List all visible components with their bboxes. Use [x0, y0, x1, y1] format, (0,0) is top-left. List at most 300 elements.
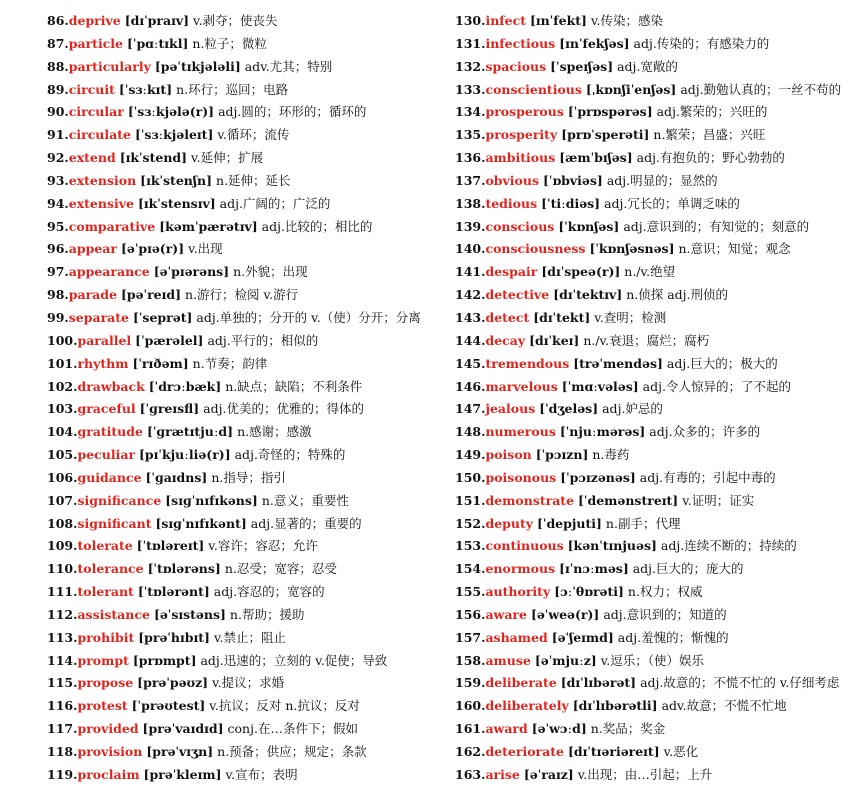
entry-headword: extensive — [68, 195, 134, 211]
vocab-entry — [47, 444, 442, 467]
entry-phonetic: [ˈkɒnʃəsnəs] — [589, 241, 675, 257]
entry-headword: prompt — [77, 652, 129, 668]
entry-number: 147. — [455, 401, 486, 417]
entry-number: 162. — [455, 744, 486, 759]
vocab-entry — [47, 467, 442, 490]
vocab-entry — [47, 421, 442, 444]
entry-headword: parade — [68, 287, 117, 303]
entry-definition: adj.意识到的；有知觉的；刻意的 — [623, 218, 810, 234]
vocab-entry — [455, 147, 855, 170]
entry-definition: adv.故意；不慌不忙地 — [661, 698, 787, 714]
entry-phonetic: [dɪˈlɪbərət] — [560, 675, 637, 691]
entry-phonetic: [dɪˈkeɪ] — [529, 332, 580, 348]
entry-definition: adj.羞愧的；惭愧的 — [617, 629, 729, 645]
entry-definition: adj.奇怪的；特殊的 — [234, 447, 346, 463]
entry-phonetic: [æmˈbɪʃəs] — [559, 150, 633, 166]
entry-headword: aware — [485, 606, 527, 622]
entry-phonetic: [ˈdʒeləs] — [539, 401, 599, 417]
vocab-entry — [47, 238, 442, 261]
entry-definition: v.逗乐；（使）娱乐 — [600, 652, 704, 668]
entry-definition: v.禁止；阻止 — [213, 629, 286, 645]
vocab-entry — [455, 535, 855, 558]
entry-phonetic: [ˈpɑːtɪkl] — [127, 35, 189, 51]
entry-definition: adj.迅速的；立刻的 v.促使；导致 — [200, 652, 388, 668]
entry-phonetic: [ˈpærəlel] — [135, 332, 204, 348]
entry-phonetic: [dɪˈtɪəriəreɪt] — [567, 744, 660, 759]
vocab-entry — [47, 398, 442, 421]
entry-definition: adj.广阔的；广泛的 — [219, 195, 331, 211]
vocab-entry — [455, 604, 855, 627]
entry-definition: adj.勤勉认真的；一丝不苟的 — [680, 81, 842, 97]
entry-phonetic: [ɪnˈfekʃəs] — [559, 35, 630, 51]
entry-phonetic: [ɪkˈstend] — [119, 150, 188, 166]
vocab-entry — [455, 376, 855, 399]
entry-headword: poisonous — [485, 469, 557, 485]
vocab-entry — [47, 672, 442, 695]
entry-number: 152. — [455, 515, 486, 531]
entry-phonetic: [trəˈmendəs] — [573, 355, 663, 371]
entry-number: 136. — [455, 150, 486, 166]
entry-phonetic: [əˈweə(r)] — [530, 606, 600, 622]
entry-definition: n.帮助；援助 — [229, 606, 305, 622]
entry-definition: adj.令人惊异的；了不起的 — [642, 378, 791, 394]
vocab-entry — [455, 581, 855, 604]
entry-phonetic: [ɪkˈstenʃn] — [140, 172, 213, 188]
vocab-entry — [47, 79, 442, 102]
entry-definition: adj.显著的；重要的 — [250, 515, 362, 531]
entry-number: 142. — [455, 287, 486, 303]
entry-number: 98. — [47, 287, 69, 303]
vocab-entry — [455, 490, 855, 513]
entry-phonetic: [ˈɡrætɪtjuːd] — [146, 424, 234, 440]
entry-number: 100. — [47, 332, 78, 348]
vocab-entry — [47, 33, 442, 56]
entry-number: 107. — [47, 492, 78, 508]
vocab-entry — [455, 695, 855, 718]
entry-phonetic: [əˈmjuːz] — [534, 652, 597, 668]
vocab-entry — [455, 558, 855, 581]
entry-phonetic: [ˈspeɪʃəs] — [550, 58, 614, 74]
vocab-entry — [455, 124, 855, 147]
vocab-entry — [47, 535, 442, 558]
entry-headword: infectious — [485, 35, 556, 51]
entry-definition: v.循环；流传 — [217, 127, 290, 143]
entry-definition: v.宣布；表明 — [225, 766, 298, 782]
entry-phonetic: [ˈkɒnʃəs] — [558, 218, 620, 234]
entry-definition: n.侦探 adj.刑侦的 — [626, 287, 729, 303]
entry-headword: gratitude — [77, 424, 143, 440]
entry-phonetic: [ɔːˈθɒrəti] — [554, 584, 624, 600]
entry-number: 139. — [455, 218, 486, 234]
entry-number: 144. — [455, 332, 486, 348]
entry-phonetic: [ˈpɔɪzənəs] — [560, 469, 636, 485]
entry-phonetic: [ˈɡaɪdns] — [145, 469, 208, 485]
entry-headword: detect — [485, 309, 530, 325]
entry-definition: adj.圆的；环形的；循环的 — [218, 104, 367, 120]
entry-number: 145. — [455, 355, 486, 371]
entry-definition: n.繁荣；昌盛；兴旺 — [653, 127, 766, 143]
vocab-entry — [455, 193, 855, 216]
entry-headword: numerous — [485, 424, 556, 440]
vocab-entry — [47, 10, 442, 33]
entry-number: 101. — [47, 355, 78, 371]
entry-number: 134. — [455, 104, 486, 120]
vocab-entry — [455, 650, 855, 673]
entry-phonetic: [ˈdemənstreɪt] — [578, 492, 679, 508]
entry-definition: v.容许；容忍；允许 — [208, 538, 318, 554]
entry-definition: v.恶化 — [663, 744, 699, 759]
entry-phonetic: [ˈdepjuti] — [537, 515, 602, 531]
entry-number: 132. — [455, 58, 486, 74]
vocab-entry — [455, 444, 855, 467]
entry-definition: n.意义；重要性 — [261, 492, 349, 508]
entry-headword: extension — [68, 172, 137, 188]
entry-definition: n.粒子；微粒 — [192, 35, 267, 51]
vocab-entry — [47, 376, 442, 399]
vocab-entry — [47, 193, 442, 216]
entry-number: 148. — [455, 424, 486, 440]
entry-definition: n./v.衰退；腐烂；腐朽 — [583, 332, 710, 348]
entry-phonetic: [ˌkɒnʃiˈenʃəs] — [585, 81, 677, 97]
vocab-entry — [455, 421, 855, 444]
entry-headword: guidance — [77, 469, 142, 485]
vocab-entry — [47, 627, 442, 650]
entry-definition: adj.意识到的；知道的 — [603, 606, 727, 622]
entry-headword: rhythm — [77, 355, 129, 371]
entry-number: 96. — [47, 241, 69, 257]
entry-phonetic: [sɪɡˈnɪfɪkəns] — [165, 492, 258, 508]
entry-phonetic: [dɪˈtektɪv] — [553, 287, 623, 303]
entry-headword: authority — [485, 584, 551, 600]
vocab-entry — [455, 101, 855, 124]
vocab-entry — [47, 307, 442, 330]
entry-definition: v.提议；求婚 — [212, 675, 285, 691]
entry-definition: adj.巨大的；庞大的 — [632, 561, 744, 577]
entry-number: 143. — [455, 309, 486, 325]
entry-headword: tolerant — [77, 584, 134, 600]
entry-number: 156. — [455, 606, 486, 622]
entry-headword: peculiar — [77, 447, 136, 463]
entry-headword: deteriorate — [485, 744, 564, 759]
entry-headword: deliberate — [485, 675, 557, 691]
entry-headword: significant — [77, 515, 152, 531]
entry-definition: adj.单独的；分开的 v.（使）分开；分离 — [196, 309, 421, 325]
entry-phonetic: [prɒmpt] — [132, 652, 197, 668]
entry-number: 140. — [455, 241, 486, 257]
entry-number: 116. — [47, 698, 78, 714]
entry-phonetic: [əˈwɔːd] — [531, 721, 587, 737]
entry-definition: n.预备；供应；规定；条款 — [217, 744, 367, 759]
entry-phonetic: [ˈsɜːkjəleɪt] — [134, 127, 214, 143]
vocab-entry — [47, 490, 442, 513]
entry-headword: prosperity — [485, 127, 558, 143]
entry-phonetic: [ɪnˈfekt] — [530, 13, 587, 28]
entry-phonetic: [ˈtiːdiəs] — [541, 195, 601, 211]
entry-headword: propose — [77, 675, 134, 691]
entry-definition: n.忍受；宽容；忍受 — [224, 561, 337, 577]
vocab-entry — [455, 672, 855, 695]
vocab-entry — [455, 10, 855, 33]
entry-number: 157. — [455, 629, 486, 645]
entry-phonetic: [prəˈvɪʒn] — [146, 744, 214, 759]
entry-headword: circular — [68, 104, 124, 120]
entry-phonetic: [dɪˈtekt] — [533, 309, 591, 325]
entry-definition: adj.宽敞的 — [617, 58, 678, 74]
entry-headword: spacious — [485, 58, 547, 74]
entry-definition: v.出现；由…引起；上升 — [577, 766, 713, 782]
vocab-entry — [455, 627, 855, 650]
entry-phonetic: [dɪˈspeə(r)] — [541, 264, 621, 280]
entry-headword: detective — [485, 287, 550, 303]
vocab-entry — [47, 124, 442, 147]
entry-definition: n.意识；知觉；观念 — [678, 241, 791, 257]
entry-definition: adj.故意的；不慌不忙的 v.仔细考虑 — [640, 675, 840, 691]
entry-number: 118. — [47, 744, 78, 759]
entry-headword: infect — [485, 13, 527, 28]
entry-headword: tremendous — [485, 355, 570, 371]
entry-headword: provided — [77, 721, 139, 737]
entry-headword: poison — [485, 447, 532, 463]
entry-headword: decay — [485, 332, 526, 348]
entry-number: 133. — [455, 81, 486, 97]
entry-phonetic: [ˈmɑːvələs] — [561, 378, 639, 394]
vocab-entry — [47, 216, 442, 239]
entry-headword: ambitious — [485, 150, 556, 166]
vocab-entry — [47, 101, 442, 124]
entry-number: 154. — [455, 561, 486, 577]
entry-headword: circuit — [68, 81, 115, 97]
vocab-entry — [47, 56, 442, 79]
entry-number: 159. — [455, 675, 486, 691]
entry-definition: adj.比较的；相比的 — [261, 218, 373, 234]
entry-headword: provision — [77, 744, 143, 759]
entry-phonetic: [əˈpɪərəns] — [153, 264, 230, 280]
entry-definition: v.剥夺；使丧失 — [193, 13, 278, 28]
entry-number: 146. — [455, 378, 486, 394]
vocab-entry — [455, 467, 855, 490]
entry-headword: prosperous — [485, 104, 564, 120]
entry-number: 135. — [455, 127, 486, 143]
vocab-entry — [455, 330, 855, 353]
right-vocab-column — [455, 10, 855, 787]
entry-definition: adj.有抱负的；野心勃勃的 — [636, 150, 785, 166]
entry-number: 105. — [47, 447, 78, 463]
entry-number: 103. — [47, 401, 78, 417]
entry-headword: particle — [68, 35, 124, 51]
entry-headword: prohibit — [77, 629, 135, 645]
entry-number: 109. — [47, 538, 78, 554]
entry-phonetic: [pəˈtɪkjələli] — [154, 58, 241, 74]
entry-definition: n.奖品；奖金 — [590, 721, 666, 737]
vocab-entry — [47, 695, 442, 718]
entry-number: 137. — [455, 172, 486, 188]
entry-number: 93. — [47, 172, 69, 188]
entry-headword: ashamed — [485, 629, 548, 645]
vocab-entry — [455, 216, 855, 239]
entry-number: 153. — [455, 538, 486, 554]
entry-headword: proclaim — [77, 766, 140, 782]
entry-definition: adj.明显的；显然的 — [606, 172, 718, 188]
entry-number: 94. — [47, 195, 69, 211]
vocab-entry — [47, 330, 442, 353]
vocab-entry — [455, 56, 855, 79]
entry-definition: n.节奏；韵律 — [192, 355, 268, 371]
entry-definition: adj.冗长的；单调乏味的 — [604, 195, 740, 211]
entry-number: 151. — [455, 492, 486, 508]
entry-headword: conscious — [485, 218, 555, 234]
entry-definition: n./v.绝望 — [624, 264, 676, 280]
vocab-entry — [455, 284, 855, 307]
entry-number: 150. — [455, 469, 486, 485]
entry-phonetic: [ˈseprət] — [132, 309, 193, 325]
entry-definition: adj.优美的；优雅的；得体的 — [203, 401, 364, 417]
entry-headword: amuse — [485, 652, 531, 668]
entry-definition: n.缺点；缺陷；不利条件 — [225, 378, 363, 394]
entry-number: 92. — [47, 150, 69, 166]
vocab-entry — [455, 764, 855, 787]
vocab-entry — [455, 33, 855, 56]
entry-phonetic: [ˈtɒlərənt] — [137, 584, 210, 600]
entry-phonetic: [sɪɡˈnɪfɪkənt] — [155, 515, 247, 531]
vocab-entry — [47, 147, 442, 170]
entry-phonetic: [kəmˈpærətɪv] — [159, 218, 258, 234]
entry-phonetic: [ˈnjuːmərəs] — [559, 424, 646, 440]
entry-phonetic: [ˈtɒlərəns] — [147, 561, 221, 577]
entry-headword: parallel — [77, 332, 132, 348]
entry-phonetic: [ˈsɜːkɪt] — [118, 81, 173, 97]
entry-phonetic: [ɪkˈstensɪv] — [137, 195, 216, 211]
entry-definition: adj.巨大的；极大的 — [666, 355, 778, 371]
entry-definition: n.指导；指引 — [211, 469, 286, 485]
vocab-entry — [47, 604, 442, 627]
entry-number: 97. — [47, 264, 69, 280]
entry-headword: assistance — [77, 606, 150, 622]
vocab-entry — [47, 764, 442, 787]
vocab-entry — [455, 741, 855, 764]
entry-phonetic: [ˈtɒləreɪt] — [136, 538, 205, 554]
entry-headword: conscientious — [485, 81, 582, 97]
entry-number: 110. — [47, 561, 78, 577]
vocab-entry — [455, 307, 855, 330]
entry-definition: adj.众多的；许多的 — [649, 424, 761, 440]
vocab-entry — [455, 170, 855, 193]
entry-number: 99. — [47, 309, 69, 325]
vocab-entry — [455, 238, 855, 261]
entry-phonetic: [prəˈhɪbɪt] — [138, 629, 210, 645]
entry-phonetic: [ˈɡreɪsfl] — [139, 401, 200, 417]
entry-phonetic: [prəˈkleɪm] — [143, 766, 222, 782]
entry-phonetic: [əˈʃeɪmd] — [551, 629, 614, 645]
entry-definition: conj.在…条件下；假如 — [227, 721, 358, 737]
entry-number: 108. — [47, 515, 78, 531]
entry-number: 112. — [47, 606, 78, 622]
entry-phonetic: [dɪˈlɪbərətli] — [572, 698, 658, 714]
entry-number: 111. — [47, 584, 78, 600]
entry-definition: adj.平行的；相似的 — [207, 332, 319, 348]
vocab-entry — [455, 398, 855, 421]
entry-definition: v.证明；证实 — [682, 492, 755, 508]
entry-number: 138. — [455, 195, 486, 211]
vocab-entry — [47, 718, 442, 741]
entry-phonetic: [ɪˈnɔːməs] — [559, 561, 629, 577]
vocab-entry — [47, 261, 442, 284]
entry-headword: obvious — [485, 172, 540, 188]
entry-number: 95. — [47, 218, 69, 234]
entry-phonetic: [ˈprəʊtest] — [131, 698, 206, 714]
entry-headword: tedious — [485, 195, 538, 211]
entry-phonetic: [pəˈreɪd] — [120, 287, 182, 303]
entry-definition: n.毒药 — [592, 447, 630, 463]
entry-headword: separate — [68, 309, 129, 325]
entry-number: 161. — [455, 721, 486, 737]
entry-definition: adj.繁荣的；兴旺的 — [656, 104, 768, 120]
entry-number: 160. — [455, 698, 486, 714]
entry-number: 88. — [47, 58, 69, 74]
entry-phonetic: [əˈpɪə(r)] — [120, 241, 185, 257]
entry-number: 155. — [455, 584, 486, 600]
entry-number: 158. — [455, 652, 486, 668]
entry-definition: adj.容忍的；宽容的 — [213, 584, 325, 600]
entry-definition: v.抗议；反对 n.抗议；反对 — [209, 698, 360, 714]
vocab-entry — [455, 79, 855, 102]
vocab-entry — [47, 558, 442, 581]
vocab-entry — [47, 513, 442, 536]
entry-number: 89. — [47, 81, 69, 97]
entry-phonetic: [əˈsɪstəns] — [153, 606, 226, 622]
entry-phonetic: [ˈrɪðəm] — [132, 355, 189, 371]
vocab-entry — [47, 650, 442, 673]
entry-number: 149. — [455, 447, 486, 463]
entry-number: 130. — [455, 13, 486, 28]
entry-headword: particularly — [68, 58, 151, 74]
entry-definition: n.感谢；感激 — [237, 424, 312, 440]
entry-definition: v.查明；检测 — [594, 309, 667, 325]
entry-number: 163. — [455, 766, 486, 782]
entry-phonetic: [prɒˈsperəti] — [561, 127, 650, 143]
entry-number: 115. — [47, 675, 78, 691]
entry-phonetic: [ˈdrɔːbæk] — [148, 378, 222, 394]
entry-number: 87. — [47, 35, 69, 51]
entry-definition: n.副手；代理 — [605, 515, 681, 531]
entry-headword: extend — [68, 150, 116, 166]
entry-definition: v.传染；感染 — [590, 13, 664, 28]
entry-headword: comparative — [68, 218, 156, 234]
entry-headword: deliberately — [485, 698, 569, 714]
entry-phonetic: [ˈɒbviəs] — [543, 172, 603, 188]
entry-definition: adj.妒忌的 — [602, 401, 663, 417]
entry-phonetic: [ˈprɒspərəs] — [567, 104, 653, 120]
vocab-entry — [47, 581, 442, 604]
entry-number: 131. — [455, 35, 486, 51]
entry-number: 117. — [47, 721, 78, 737]
entry-headword: significance — [77, 492, 162, 508]
entry-definition: v.延伸；扩展 — [191, 150, 264, 166]
entry-number: 90. — [47, 104, 69, 120]
entry-phonetic: [kənˈtɪnjuəs] — [567, 538, 657, 554]
entry-number: 86. — [47, 13, 69, 28]
entry-headword: protest — [77, 698, 128, 714]
entry-phonetic: [prəˈpəʊz] — [137, 675, 209, 691]
entry-definition: adj.传染的；有感染力的 — [633, 35, 770, 51]
entry-headword: drawback — [77, 378, 145, 394]
entry-headword: graceful — [77, 401, 136, 417]
entry-headword: despair — [485, 264, 538, 280]
entry-number: 114. — [47, 652, 78, 668]
entry-headword: enormous — [485, 561, 556, 577]
entry-headword: tolerate — [77, 538, 133, 554]
vocab-entry — [47, 741, 442, 764]
entry-phonetic: [dɪˈpraɪv] — [124, 13, 190, 28]
